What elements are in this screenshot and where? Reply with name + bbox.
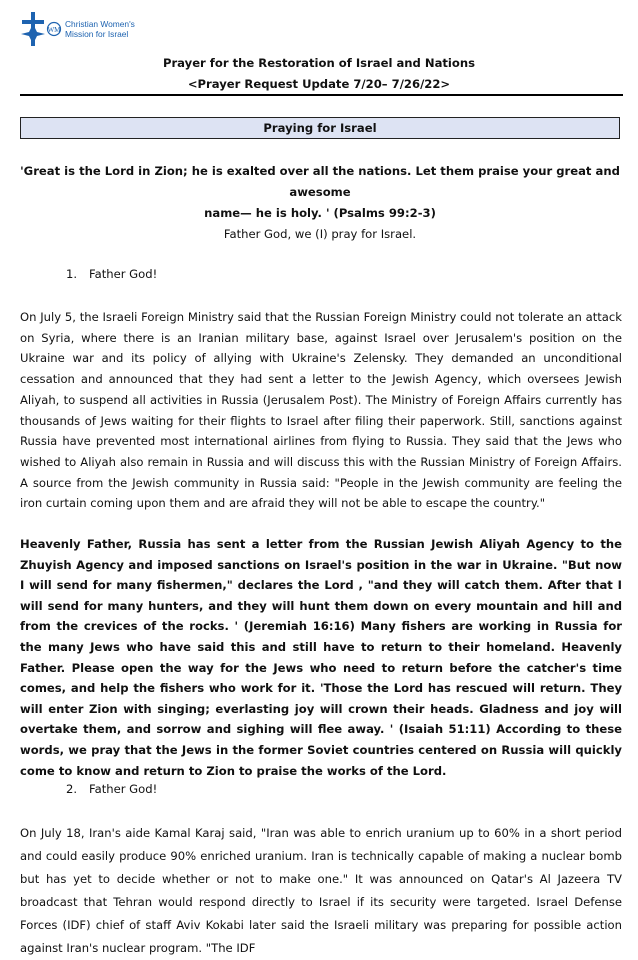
prayer-paragraph: Heavenly Father, Russia has sent a letter from the Russian Jewish Aliyah Agency to the Zhuyish Agency and imposed sanctions on Israel's position in the war in Ukraine. "But now I will send for many fishermen," declares the Lord , "and they will catch them. After that I will send for many hunters, and they will hunt them down on every mountain and hill and from the crevices of the rocks. ' (Jeremiah 16:16) Many fishers are working in Russia for the many Jews who have said this and still have to return to their homeland. Heavenly Father. Please open the way for the Jews who need to return before the catcher's time comes, and help the fishers who work for it. 'Those the Lord has rescued will return. They will enter Zion with singing; everlasting joy will crown their heads. Gladness and joy will overtake them, and sorrow and sighing will flee away. ' (Isaiah 51:11) According to these words, we pray that the Jews in the former Soviet countries centered on Russia will quickly come to know and return to Zion to praise the works of the Lord. [20, 537, 622, 778]
svg-text:WM: WM [47, 26, 61, 34]
list-item-label: Father God! [89, 267, 158, 281]
organization-logo [20, 12, 135, 46]
verse-line-1: 'Great is the Lord in Zion; he is exalted over all the nations. Let them praise your great and awesome [20, 164, 620, 199]
list-item-label: Father God! [89, 782, 158, 796]
logo-text-line2: Mission for Israel [65, 29, 129, 39]
scripture-verse [20, 161, 620, 224]
logo-text [65, 19, 135, 39]
section-heading-box [20, 117, 620, 139]
verse-line-2: name— he is holy. ' (Psalms 99:2-3) [204, 206, 436, 220]
intro-line: Father God, we (I) pray for Israel. [223, 227, 417, 241]
logo-text-line1: Christian Women's [65, 19, 135, 29]
list-item-number: 1. [66, 267, 78, 281]
list-item-heading [66, 782, 157, 796]
cross-star-logo-icon [20, 12, 46, 46]
document-subtitle: <Prayer Request Update 7/20– 7/26/22> [187, 77, 451, 91]
cwmi-monogram-icon [46, 19, 62, 39]
section-heading: Praying for Israel [263, 121, 377, 135]
list-item-heading [66, 267, 157, 281]
body-paragraph: On July 18, Iran's aide Kamal Karaj said, "Iran was able to enrich uranium up to 60% in a short period and could easily produce 90% enriched uranium. Iran is technically capable of making a nuclear bomb but has yet to decide whether or not to make one." It was announced on Qatar's Al Jazeera TV broadcast that Tehran would respond directly to Israel if its security were targeted. Israel Defense Forces (IDF) chief of staff Aviv Kokabi later said the Israeli military was preparing for possible action against Iran's nuclear program. "The IDF [20, 826, 622, 955]
document-title: Prayer for the Restoration of Israel and Nations [162, 56, 476, 70]
list-item-number: 2. [66, 782, 78, 796]
body-paragraph: On July 5, the Israeli Foreign Ministry said that the Russian Foreign Ministry could not tolerate an attack on Syria, where there is an Iranian military base, against Israel over Jerusalem's position on the Ukraine war and its policy of allying with Ukraine's Zelensky. They demanded an unconditional cessation and announced that they had sent a letter to the Jewish Agency, which oversees Jewish Aliyah, to suspend all activities in Russia (Jerusalem Post). The Ministry of Foreign Affairs currently has thousands of Jews waiting for their flights to Israel after filing their paperwork. Still, sanctions against Russia have prevented most international airlines from flying to Russia. They said that the Jews who wished to Aliyah also remain in Russia and will discuss this with the Russian Ministry of Foreign Affairs. A source from the Jewish community in Russia said: "People in the Jewish community are feeling the iron curtain coming upon them and are afraid they will not be able to escape the country." [20, 310, 622, 511]
header-divider [20, 94, 623, 96]
